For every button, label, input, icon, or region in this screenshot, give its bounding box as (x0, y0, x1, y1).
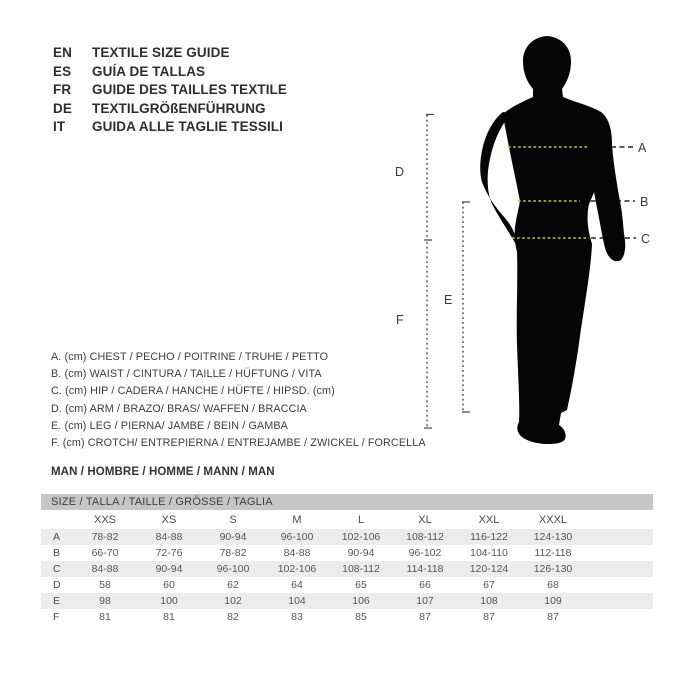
size-cell: 104 (288, 595, 306, 607)
row-label: D (53, 579, 61, 591)
size-cell: 64 (291, 579, 303, 591)
language-title: TEXTILGRÖßENFÜHRUNG (92, 100, 266, 116)
table-row-d (41, 577, 653, 593)
size-table-title: SIZE / TALLA / TAILLE / GRÖSSE / TAGLIA (41, 494, 653, 510)
size-cell: 112-118 (534, 547, 572, 559)
size-cell: 84-88 (155, 531, 183, 543)
column-header-xxxl: XXXL (538, 513, 568, 526)
language-title: GUIDE DES TAILLES TEXTILE (92, 82, 288, 97)
filler-cell (585, 545, 653, 561)
legend-item-crotch: F. (cm) CROTCH/ ENTREPIERNA / ENTREJAMBE / ZWICKEL / FORCELLA (51, 437, 426, 450)
man-silhouette-right-arm (590, 112, 625, 261)
legend-item-chest: A. (cm) CHEST / PECHO / POITRINE / TRUHE / PETTO (51, 351, 329, 363)
corner-cell (41, 510, 73, 529)
size-cell: 84-88 (91, 563, 119, 575)
size-cell: 68 (547, 579, 559, 591)
row-label: B (53, 547, 61, 559)
size-cell: 116-122 (470, 531, 508, 543)
size-cell: 90-94 (219, 531, 247, 543)
language-code: FR (53, 82, 72, 97)
size-cell: 102 (224, 595, 242, 607)
size-cell: 81 (99, 611, 111, 623)
size-cell: 124-130 (533, 531, 573, 543)
size-cell: 62 (227, 579, 239, 591)
language-code: DE (53, 100, 72, 116)
size-cell: 58 (99, 579, 111, 591)
row-label: A (53, 531, 61, 543)
size-cell: 87 (483, 611, 495, 623)
size-cell: 87 (547, 611, 559, 623)
language-title: GUÍA DE TALLAS (92, 63, 206, 79)
man-silhouette-body (503, 36, 607, 444)
table-row-f (41, 609, 653, 625)
size-cell: 67 (483, 579, 495, 591)
column-header-m: M (292, 513, 302, 526)
filler-cell (585, 609, 653, 625)
size-cell: 102-106 (341, 531, 381, 543)
size-cell: 108-112 (406, 531, 444, 543)
figure-label-chest: A (638, 141, 647, 155)
size-cell: 65 (355, 579, 367, 591)
size-table (41, 494, 653, 625)
size-cell: 83 (291, 611, 303, 623)
size-cell: 60 (163, 579, 175, 591)
filler-cell (585, 510, 653, 529)
size-cell: 114-118 (406, 563, 444, 575)
column-header-xs: XS (161, 513, 177, 526)
size-cell: 106 (352, 595, 370, 607)
size-cell: 66 (419, 579, 431, 591)
size-cell: 98 (99, 595, 111, 607)
filler-cell (585, 577, 653, 593)
size-cell: 108-112 (342, 563, 380, 575)
table-row-c (41, 561, 653, 577)
language-code: EN (53, 45, 72, 60)
size-cell: 108 (480, 595, 498, 607)
row-label: E (53, 595, 61, 607)
legend-item-hip: C. (cm) HIP / CADERA / HANCHE / HÜFTE / HIPSD. (cm) (51, 385, 335, 398)
size-cell: 85 (355, 611, 367, 623)
size-cell: 96-100 (216, 563, 250, 575)
language-code: IT (53, 119, 66, 134)
column-header-xxs: XXS (93, 513, 116, 526)
filler-cell (585, 529, 653, 545)
size-cell: 102-106 (277, 563, 317, 575)
size-cell: 126-130 (533, 563, 573, 575)
size-cell: 78-82 (219, 547, 247, 559)
column-header-xxl: XXL (478, 513, 500, 526)
measurement-legend (51, 349, 426, 452)
language-title: TEXTILE SIZE GUIDE (92, 45, 230, 60)
figure-label-crotch: F (396, 313, 404, 327)
size-cell: 72-76 (155, 547, 183, 559)
row-label: C (53, 563, 61, 575)
language-title: GUIDA ALLE TAGLIE TESSILI (92, 119, 283, 134)
size-cell: 90-94 (347, 547, 375, 559)
figure-label-hip: C (641, 232, 651, 246)
gender-line: MAN / HOMBRE / HOMME / MANN / MAN (51, 466, 275, 478)
size-cell: 78-82 (91, 531, 119, 543)
size-cell: 84-88 (283, 547, 311, 559)
size-cell: 109 (544, 595, 562, 607)
table-row-b (41, 545, 653, 561)
size-cell: 87 (419, 611, 431, 623)
size-cell: 100 (160, 595, 178, 607)
size-cell: 120-124 (469, 563, 509, 575)
size-cell: 90-94 (155, 563, 183, 575)
column-header-s: S (229, 513, 237, 526)
filler-cell (585, 593, 653, 609)
row-label: F (53, 611, 60, 623)
figure-label-arm: D (395, 165, 405, 179)
legend-item-leg: E. (cm) LEG / PIERNA/ JAMBE / BEIN / GAMBA (51, 419, 288, 432)
size-cell: 96-102 (408, 547, 442, 559)
size-cell: 96-100 (280, 531, 314, 543)
legend-item-arm: D. (cm) ARM / BRAZO/ BRAS/ WAFFEN / BRACCIA (51, 402, 307, 415)
size-cell: 81 (163, 611, 175, 623)
language-code: ES (53, 63, 72, 79)
table-row-e (41, 593, 653, 609)
size-header-row (41, 510, 653, 529)
size-cell: 66-70 (91, 547, 119, 559)
size-grid (41, 510, 653, 625)
table-row-a (41, 529, 653, 545)
size-cell: 82 (227, 611, 239, 623)
column-header-l: L (357, 513, 365, 526)
size-cell: 104-110 (470, 547, 508, 559)
figure-label-waist: B (640, 195, 649, 209)
legend-item-waist: B. (cm) WAIST / CINTURA / TAILLE / HÜFTUNG / VITA (51, 368, 322, 381)
figure-label-leg: E (444, 293, 453, 307)
column-header-xl: XL (418, 513, 432, 526)
filler-cell (585, 561, 653, 577)
size-cell: 107 (416, 595, 434, 607)
